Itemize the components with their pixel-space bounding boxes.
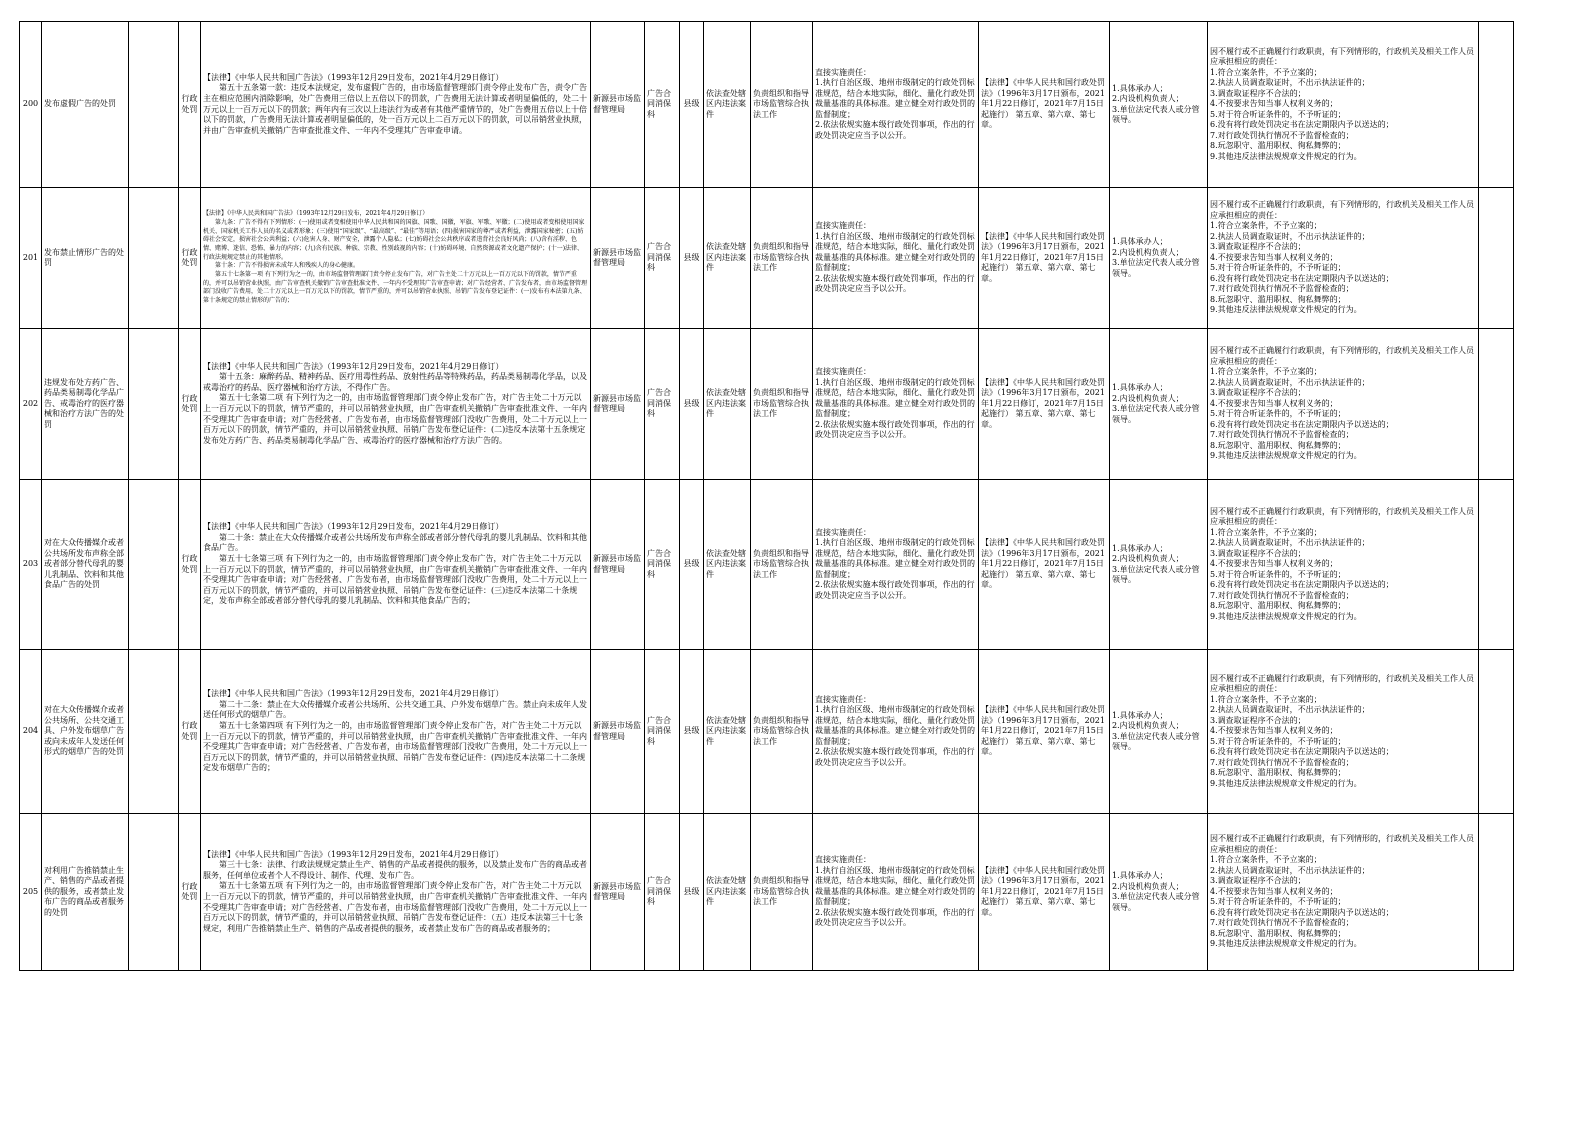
office: 广告合同消保科 — [647, 242, 671, 273]
law-cell — [979, 188, 1110, 329]
legal-basis-line: 第十条：广告不得损害未成年人和残疾人的身心健康。 — [215, 262, 360, 270]
legal-basis-line: 第十五条：麻醉药品、精神药品、医疗用毒性药品、放射性药品等特殊药品，药品类易制毒化学品，以及戒毒治疗的药品、医疗器械和治疗方法，不得作广告。 — [203, 372, 587, 392]
sub-item-cell — [129, 22, 179, 188]
responsibility-line: 2.依法依规实施本级行政处罚事项，作出的行政处罚决定应当予以公开。 — [815, 907, 975, 928]
accountability-line: 8.玩忽职守、滥用职权、徇私舞弊的； — [1210, 928, 1346, 938]
responsibility-line: 1.执行自治区级、地州市级制定的行政处罚标准规范，结合本地实际，细化、量化行政处罚裁量基准的具体标准。建立健全对行政处罚的监督制度； — [815, 78, 975, 119]
department-cell — [591, 22, 645, 188]
office: 广告合同消保科 — [647, 88, 671, 119]
accountability-line: 2.执法人员调查取证时，不出示执法证件的； — [1210, 377, 1370, 387]
office: 广告合同消保科 — [647, 388, 671, 419]
item-number-cell — [20, 814, 42, 971]
accountability-line: 5.对于符合听证条件的，不予听证的； — [1210, 569, 1346, 579]
sub-item-cell — [129, 480, 179, 650]
accountability-line: 1.符合立案条件，不予立案的； — [1210, 694, 1322, 704]
item-number: 200 — [22, 99, 39, 109]
power-type-cell — [179, 480, 201, 650]
responsibility-line: 1.执行自治区级、地州市级制定的行政处罚标准规范，结合本地实际，细化、量化行政处罚裁量基准的具体标准。建立健全对行政处罚的监督制度； — [815, 377, 975, 419]
department-cell — [591, 480, 645, 650]
office: 广告合同消保科 — [647, 876, 671, 907]
accountability-line: 因不履行或不正确履行行政职责，有下列情形的，行政机关及相关工作人员应承担相应的责任： — [1210, 346, 1474, 366]
subject-line: 1.具体承办人； — [1112, 83, 1168, 93]
item-name-cell — [42, 22, 129, 188]
item-name: 发布虚假广告的处罚 — [44, 99, 116, 109]
level-cell — [680, 814, 704, 971]
responsibility-line: 直接实施责任： — [815, 855, 871, 865]
accountability-line: 2.执法人员调查取证时，不出示执法证件的； — [1210, 705, 1370, 715]
legal-basis-line: 第二十二条：禁止在大众传播媒介或者公共场所、公共交通工具、户外发布烟草广告。禁止向未成年人发送任何形式的烟草广告。 — [203, 699, 587, 720]
office-cell — [645, 188, 680, 329]
department: 新源县市场监督管理局 — [593, 94, 641, 114]
law-cell — [979, 329, 1110, 480]
level: 县级 — [683, 252, 700, 262]
accountability-line: 6.没有将行政处罚决定书在法定期限内予以送达的； — [1210, 120, 1394, 130]
scope-cell — [704, 650, 751, 814]
legal-basis-line: 【法律】《中华人民共和国广告法》（1993年12月29日发布，2021年4月29日修订） — [203, 849, 504, 859]
accountability-line: 9.其他违反法律法规规章文件规定的行为。 — [1210, 778, 1362, 788]
legal-basis-cell — [201, 650, 591, 814]
table-row — [20, 650, 1514, 814]
accountability-line: 5.对于符合听证条件的，不予听证的； — [1210, 736, 1346, 746]
power-list-table — [19, 21, 1514, 971]
accountability-line: 7.对行政处罚执行情况不予监督检查的； — [1210, 430, 1354, 440]
item-number: 203 — [22, 559, 39, 569]
accountability-line: 6.没有将行政处罚决定书在法定期限内予以送达的； — [1210, 273, 1394, 283]
subject-cell — [1110, 22, 1208, 188]
accountability-line: 2.执法人员调查取证时，不出示执法证件的； — [1210, 231, 1370, 241]
office: 广告合同消保科 — [647, 715, 671, 746]
legal-basis-cell — [201, 480, 591, 650]
level: 县级 — [683, 726, 700, 736]
sub-item-cell — [129, 814, 179, 971]
subject-line: 2.内设机构负责人； — [1112, 721, 1184, 730]
accountability-line: 7.对行政处罚执行情况不予监督检查的； — [1210, 590, 1354, 600]
accountability-cell — [1208, 650, 1479, 814]
scope-cell — [704, 22, 751, 188]
legal-basis-line: 【法律】《中华人民共和国广告法》（1993年12月29日发布，2021年4月29日修订） — [203, 210, 429, 218]
subject-line: 3.单位法定代表人或分管领导。 — [1112, 731, 1200, 751]
legal-basis-cell — [201, 22, 591, 188]
responsibility-line: 直接实施责任： — [815, 67, 871, 77]
accountability-line: 9.其他违反法律法规规章文件规定的行为。 — [1210, 305, 1362, 315]
level-cell — [680, 650, 704, 814]
law-cell — [979, 480, 1110, 650]
legal-basis-line: 第二十条：禁止在大众传播媒介或者公共场所发布声称全部或者部分替代母乳的婴儿乳制品、饮料和其他食品广告。 — [203, 532, 587, 553]
accountability-line: 6.没有将行政处罚决定书在法定期限内予以送达的； — [1210, 580, 1394, 590]
subject-cell — [1110, 188, 1208, 329]
accountability-line: 4.不按要求告知当事人权利义务的； — [1210, 886, 1338, 896]
power-type: 行政处罚 — [181, 94, 198, 114]
item-number: 205 — [22, 886, 39, 896]
duty-cell — [751, 480, 813, 650]
accountability-line: 1.符合立案条件，不予立案的； — [1210, 367, 1322, 377]
level: 县级 — [683, 559, 700, 569]
subject-line: 1.具体承办人； — [1112, 383, 1168, 392]
accountability-line: 4.不按要求告知当事人权利义务的； — [1210, 398, 1338, 408]
item-number: 204 — [22, 726, 39, 736]
item-number-cell — [20, 22, 42, 188]
responsibility-line: 直接实施责任： — [815, 221, 871, 231]
level-cell — [680, 480, 704, 650]
subject-line: 3.单位法定代表人或分管领导。 — [1112, 104, 1200, 124]
table-row — [20, 329, 1514, 480]
responsibility-line: 1.执行自治区级、地州市级制定的行政处罚标准规范，结合本地实际，细化、量化行政处罚裁量基准的具体标准。建立健全对行政处罚的监督制度； — [815, 865, 975, 907]
accountability-line: 6.没有将行政处罚决定书在法定期限内予以送达的； — [1210, 747, 1394, 757]
scope: 依法查处辖区内违法案件 — [706, 388, 746, 419]
responsibility-cell — [813, 814, 979, 971]
legal-basis-cell — [201, 188, 591, 329]
legal-basis-cell — [201, 329, 591, 480]
accountability-cell — [1208, 814, 1479, 971]
department: 新源县市场监督管理局 — [593, 721, 641, 741]
responsibility-line: 1.执行自治区级、地州市级制定的行政处罚标准规范，结合本地实际，细化、量化行政处罚裁量基准的具体标准。建立健全对行政处罚的监督制度； — [815, 231, 975, 273]
subject-line: 1.具体承办人； — [1112, 710, 1168, 720]
item-name: 发布禁止情形广告的处罚 — [44, 247, 124, 267]
subject-line: 3.单位法定代表人或分管领导。 — [1112, 258, 1200, 278]
table-row — [20, 814, 1514, 971]
duty: 负责组织和指导市场监管综合执法工作 — [753, 388, 809, 419]
item-name-cell — [42, 650, 129, 814]
item-number-cell — [20, 480, 42, 650]
accountability-line: 8.玩忽职守、滥用职权、徇私舞弊的； — [1210, 768, 1346, 778]
responsibility-cell — [813, 22, 979, 188]
accountability-line: 3.调查取证程序不合法的； — [1210, 548, 1306, 558]
item-name: 违规发布处方药广告、药品类易制毒化学品广告、戒毒治疗的医疗器械和治疗方法广告的处罚 — [44, 377, 124, 429]
legal-basis-line: 第五十七条第四项 有下列行为之一的，由市场监督管理部门责令停止发布广告，对广告主处二十万元以上一百万元以下的罚款，情节严重的，并可以吊销营业执照，由广告审查机关撤销广告审查批准文件、一年内不受理其广告审查申请；对广告经营者、广告发布者，由市场监督管理部门没收广告费用，处二十万元以上一百万元以下的罚款，情节严重的，并可以吊销营业执照、吊销广告发布登记证件：(四)违反本法第二十二条规定发布烟草广告的； — [203, 720, 587, 773]
accountability-line: 4.不按要求告知当事人权利义务的； — [1210, 559, 1338, 569]
law-line: 【法律】《中华人民共和国行政处罚法》（1996年3月17日颁布，2021年1月22日修订，2021年7月15日起施行） 第五章、第六章、第七章。 — [981, 78, 1105, 130]
note-cell — [1479, 188, 1514, 329]
department: 新源县市场监督管理局 — [593, 247, 641, 267]
sub-item-cell — [129, 329, 179, 480]
power-type: 行政处罚 — [181, 247, 198, 267]
accountability-line: 7.对行政处罚执行情况不予监督检查的； — [1210, 130, 1354, 140]
law-line: 【法律】《中华人民共和国行政处罚法》（1996年3月17日颁布，2021年1月22日修订，2021年7月15日起施行） 第五章、第六章、第七章。 — [981, 705, 1105, 757]
item-number: 202 — [22, 398, 39, 408]
accountability-line: 4.不按要求告知当事人权利义务的； — [1210, 99, 1338, 109]
subject-line: 1.具体承办人； — [1112, 543, 1168, 553]
responsibility-line: 2.依法依规实施本级行政处罚事项，作出的行政处罚决定应当予以公开。 — [815, 273, 975, 294]
accountability-cell — [1208, 22, 1479, 188]
office-cell — [645, 650, 680, 814]
power-type-cell — [179, 188, 201, 329]
power-type-cell — [179, 650, 201, 814]
law-line: 【法律】《中华人民共和国行政处罚法》（1996年3月17日颁布，2021年1月22日修订，2021年7月15日起施行） 第五章、第六章、第七章。 — [981, 377, 1105, 429]
duty: 负责组织和指导市场监管综合执法工作 — [753, 88, 809, 119]
accountability-line: 3.调查取证程序不合法的； — [1210, 242, 1306, 252]
legal-basis-line: 【法律】《中华人民共和国广告法》（1993年12月29日发布，2021年4月29日修订） — [203, 689, 504, 699]
table-row — [20, 22, 1514, 188]
duty-cell — [751, 814, 813, 971]
office-cell — [645, 22, 680, 188]
legal-basis-line: 第五十七条第一项 有下列行为之一的，由市场监督管理部门责令停止发布广告，对广告主处二十万元以上一百万元以下的罚款，情节严重的，并可以吊销营业执照，由广告审查机关撤销广告审查批准文件、一年内不受理其广告审查申请；对广告经营者、广告发布者，由市场监督管理部门没收广告费用，处二十万元以上一百万元以下的罚款，情节严重的，并可以吊销营业执照、吊销广告发布登记证件：(一)发布有本法第九条、第十条规定的禁止情形的广告的； — [203, 271, 588, 305]
accountability-line: 因不履行或不正确履行行政职责，有下列情形的，行政机关及相关工作人员应承担相应的责任： — [1210, 673, 1474, 694]
subject-line: 2.内设机构负责人； — [1112, 554, 1184, 563]
legal-basis-line: 第三十七条：法律、行政法规规定禁止生产、销售的产品或者提供的服务，以及禁止发布广告的商品或者服务，任何单位或者个人不得设计、制作、代理、发布广告。 — [203, 860, 587, 880]
item-name-cell — [42, 814, 129, 971]
item-number-cell — [20, 188, 42, 329]
power-type-cell — [179, 329, 201, 480]
item-number-cell — [20, 329, 42, 480]
accountability-line: 1.符合立案条件，不予立案的； — [1210, 855, 1322, 865]
accountability-line: 9.其他违反法律法规规章文件规定的行为。 — [1210, 451, 1362, 461]
subject-cell — [1110, 814, 1208, 971]
table-row — [20, 188, 1514, 329]
accountability-line: 8.玩忽职守、滥用职权、徇私舞弊的； — [1210, 440, 1346, 450]
responsibility-cell — [813, 329, 979, 480]
note-cell — [1479, 650, 1514, 814]
department: 新源县市场监督管理局 — [593, 393, 641, 413]
legal-basis-line: 【法律】《中华人民共和国广告法》（1993年12月29日发布，2021年4月29日修订） — [203, 361, 504, 371]
legal-basis-line: 第五十五条第一款：违反本法规定，发布虚假广告的，由市场监督管理部门责令停止发布广告，责令广告主在相应范围内消除影响，处广告费用三倍以上五倍以下的罚款，广告费用无法计算或者明显偏低的，处二十万元以上一百万元以下的罚款；两年内有三次以上违法行为或者有其他严重情节的，处广告费用五倍以上十倍以下的罚款，广告费用无法计算或者明显偏低的，处一百万元以上二百万元以下的罚款，可以吊销营业执照，并由广告审查机关撤销广告审查批准文件、一年内不受理其广告审查申请。 — [203, 83, 587, 135]
department: 新源县市场监督管理局 — [593, 881, 641, 901]
department-cell — [591, 188, 645, 329]
subject-line: 3.单位法定代表人或分管领导。 — [1112, 892, 1200, 912]
office-cell — [645, 814, 680, 971]
accountability-line: 3.调查取证程序不合法的； — [1210, 88, 1306, 98]
accountability-line: 因不履行或不正确履行行政职责，有下列情形的，行政机关及相关工作人员应承担相应的责任： — [1210, 834, 1474, 854]
responsibility-line: 2.依法依规实施本级行政处罚事项，作出的行政处罚决定应当予以公开。 — [815, 419, 975, 440]
sub-item-cell — [129, 188, 179, 329]
scope: 依法查处辖区内违法案件 — [706, 876, 746, 907]
accountability-line: 3.调查取证程序不合法的； — [1210, 876, 1306, 886]
accountability-line: 5.对于符合听证条件的，不予听证的； — [1210, 109, 1346, 119]
accountability-line: 3.调查取证程序不合法的； — [1210, 715, 1306, 725]
accountability-cell — [1208, 480, 1479, 650]
accountability-line: 9.其他违反法律法规规章文件规定的行为。 — [1210, 611, 1362, 621]
legal-basis-line: 第五十七条第二项 有下列行为之一的，由市场监督管理部门责令停止发布广告，对广告主处二十万元以上一百万元以下的罚款，情节严重的，并可以吊销营业执照，由广告审查机关撤销广告审查批准文件、一年内不受理其广告审查申请；对广告经营者、广告发布者，由市场监督管理部门没收广告费用，处二十万元以上一百万元以下的罚款，情节严重的，并可以吊销营业执照、吊销广告发布登记证件：(二)违反本法第十五条规定发布处方药广告、药品类易制毒化学品广告、戒毒治疗的医疗器械和治疗方法广告的。 — [203, 393, 587, 445]
level-cell — [680, 188, 704, 329]
accountability-line: 2.执法人员调查取证时，不出示执法证件的； — [1210, 865, 1370, 875]
legal-basis-line: 第九条：广告不得有下列情形：(一)使用或者变相使用中华人民共和国的国旗、国歌、国徽，军旗、军歌、军徽；(二)使用或者变相使用国家机关、国家机关工作人员的名义或者形象；(三)使用“国家级”、“最高级”、“最佳”等用语；(四)损害国家的尊严或者利益，泄露国家秘密；(五)妨碍社会安定，损害社会公共利益；(六)危害人身、财产安全，泄露个人隐私；(七)妨碍社会公共秩序或者违背社会良好风尚；(八)含有淫秽、色情、赌博、迷信、恐怖、暴力的内容；(九)含有民族、种族、宗教、性别歧视的内容；(十)妨碍环境、自然资源或者文化遗产保护；(十一)法律、行政法规规定禁止的其他情形。 — [203, 218, 585, 261]
responsibility-line: 直接实施责任： — [815, 694, 871, 704]
duty-cell — [751, 650, 813, 814]
law-cell — [979, 22, 1110, 188]
law-line: 【法律】《中华人民共和国行政处罚法》（1996年3月17日颁布，2021年1月22日修订，2021年7月15日起施行） 第五章、第六章、第七章。 — [981, 231, 1105, 283]
legal-basis-line: 第五十七条第五项 有下列行为之一的，由市场监督管理部门责令停止发布广告，对广告主处二十万元以上一百万元以下的罚款，情节严重的，并可以吊销营业执照，由广告审查机关撤销广告审查批准文件、一年内不受理其广告审查申请；对广告经营者、广告发布者，由市场监督管理部门没收广告费用，处二十万元以上一百万元以下的罚款，情节严重的，并可以吊销营业执照、吊销广告发布登记证件：（五）违反本法第三十七条规定，利用广告推销禁止生产、销售的产品或者提供的服务，或者禁止发布广告的商品或者服务的； — [203, 881, 587, 933]
subject-line: 2.内设机构负责人； — [1112, 247, 1184, 257]
note-cell — [1479, 22, 1514, 188]
table-row — [20, 480, 1514, 650]
accountability-line: 8.玩忽职守、滥用职权、徇私舞弊的； — [1210, 294, 1346, 304]
subject-cell — [1110, 480, 1208, 650]
accountability-line: 因不履行或不正确履行行政职责，有下列情形的，行政机关及相关工作人员应承担相应的责任： — [1210, 506, 1474, 527]
office: 广告合同消保科 — [647, 548, 671, 579]
note-cell — [1479, 329, 1514, 480]
responsibility-line: 1.执行自治区级、地州市级制定的行政处罚标准规范，结合本地实际，细化、量化行政处罚裁量基准的具体标准。建立健全对行政处罚的监督制度； — [815, 705, 975, 746]
item-number-cell — [20, 650, 42, 814]
accountability-line: 因不履行或不正确履行行政职责，有下列情形的，行政机关及相关工作人员应承担相应的责任： — [1210, 46, 1474, 67]
responsibility-line: 直接实施责任： — [815, 367, 871, 377]
item-name-cell — [42, 480, 129, 650]
table-body — [20, 22, 1514, 971]
accountability-line: 1.符合立案条件，不予立案的； — [1210, 527, 1322, 537]
level: 县级 — [683, 886, 700, 896]
accountability-line: 2.执法人员调查取证时，不出示执法证件的； — [1210, 538, 1370, 548]
accountability-line: 8.玩忽职守、滥用职权、徇私舞弊的； — [1210, 141, 1346, 151]
department-cell — [591, 650, 645, 814]
accountability-line: 9.其他违反法律法规规章文件规定的行为。 — [1210, 151, 1362, 161]
office-cell — [645, 329, 680, 480]
responsibility-line: 1.执行自治区级、地州市级制定的行政处罚标准规范，结合本地实际，细化、量化行政处罚裁量基准的具体标准。建立健全对行政处罚的监督制度； — [815, 538, 975, 579]
scope: 依法查处辖区内违法案件 — [706, 242, 746, 273]
law-cell — [979, 814, 1110, 971]
accountability-line: 因不履行或不正确履行行政职责，有下列情形的，行政机关及相关工作人员应承担相应的责任： — [1210, 200, 1474, 220]
accountability-line: 2.执法人员调查取证时，不出示执法证件的； — [1210, 78, 1370, 88]
accountability-line: 5.对于符合听证条件的，不予听证的； — [1210, 897, 1346, 907]
subject-line: 1.具体承办人； — [1112, 871, 1168, 880]
item-name: 对在大众传播媒介或者公共场所、公共交通工具、户外发布烟草广告或向未成年人发送任何形式的烟草广告的处罚 — [44, 705, 124, 757]
responsibility-cell — [813, 650, 979, 814]
legal-basis-cell — [201, 814, 591, 971]
power-type: 行政处罚 — [181, 554, 198, 574]
office-cell — [645, 480, 680, 650]
subject-line: 3.单位法定代表人或分管领导。 — [1112, 404, 1200, 424]
accountability-line: 8.玩忽职守、滥用职权、徇私舞弊的； — [1210, 601, 1346, 611]
level: 县级 — [683, 398, 700, 408]
department-cell — [591, 329, 645, 480]
legal-basis-line: 第五十七条第三项 有下列行为之一的，由市场监督管理部门责令停止发布广告，对广告主处二十万元以上一百万元以下的罚款，情节严重的，并可以吊销营业执照，由广告审查机关撤销广告审查批准文件、一年内不受理其广告审查申请；对广告经营者、广告发布者，由市场监督管理部门没收广告费用，处二十万元以上一百万元以下的罚款，情节严重的，并可以吊销营业执照、吊销广告发布登记证件：(三)违反本法第二十条规定，发布声称全部或者部分替代母乳的婴儿乳制品、饮料和其他食品广告的； — [203, 553, 587, 606]
responsibility-line: 直接实施责任： — [815, 527, 871, 537]
legal-basis-line: 【法律】《中华人民共和国广告法》（1993年12月29日发布，2021年4月29日修订） — [203, 72, 504, 82]
accountability-line: 4.不按要求告知当事人权利义务的； — [1210, 726, 1338, 736]
accountability-line: 5.对于符合听证条件的，不予听证的； — [1210, 409, 1346, 419]
duty-cell — [751, 188, 813, 329]
duty-cell — [751, 22, 813, 188]
item-number: 201 — [22, 252, 39, 262]
accountability-line: 7.对行政处罚执行情况不予监督检查的； — [1210, 757, 1354, 767]
law-line: 【法律】《中华人民共和国行政处罚法》（1996年3月17日颁布，2021年1月22日修订，2021年7月15日起施行） 第五章、第六章、第七章。 — [981, 865, 1105, 917]
department-cell — [591, 814, 645, 971]
note-cell — [1479, 480, 1514, 650]
power-type: 行政处罚 — [181, 881, 198, 901]
power-type: 行政处罚 — [181, 393, 198, 413]
subject-line: 2.内设机构负责人； — [1112, 393, 1184, 403]
power-type-cell — [179, 814, 201, 971]
subject-line: 1.具体承办人； — [1112, 237, 1168, 246]
law-line: 【法律】《中华人民共和国行政处罚法》（1996年3月17日颁布，2021年1月22日修订，2021年7月15日起施行） 第五章、第六章、第七章。 — [981, 538, 1105, 590]
accountability-line: 1.符合立案条件，不予立案的； — [1210, 67, 1322, 77]
accountability-line: 5.对于符合听证条件的，不予听证的； — [1210, 263, 1346, 273]
duty: 负责组织和指导市场监管综合执法工作 — [753, 715, 809, 746]
scope: 依法查处辖区内违法案件 — [706, 548, 746, 579]
scope-cell — [704, 814, 751, 971]
scope: 依法查处辖区内违法案件 — [706, 715, 746, 746]
scope: 依法查处辖区内违法案件 — [706, 88, 746, 119]
accountability-line: 4.不按要求告知当事人权利义务的； — [1210, 252, 1338, 262]
level: 县级 — [683, 99, 700, 109]
responsibility-cell — [813, 188, 979, 329]
item-name: 对利用广告推销禁止生产、销售的产品或者提供的服务，或者禁止发布广告的商品或者服务的处罚 — [44, 865, 124, 917]
duty-cell — [751, 329, 813, 480]
department: 新源县市场监督管理局 — [593, 554, 641, 574]
duty: 负责组织和指导市场监管综合执法工作 — [753, 548, 809, 579]
legal-basis-line: 【法律】《中华人民共和国广告法》（1993年12月29日发布，2021年4月29日修订） — [203, 522, 504, 532]
accountability-cell — [1208, 188, 1479, 329]
item-name-cell — [42, 329, 129, 480]
law-cell — [979, 650, 1110, 814]
subject-line: 2.内设机构负责人； — [1112, 94, 1184, 103]
accountability-line: 9.其他违反法律法规规章文件规定的行为。 — [1210, 939, 1362, 949]
responsibility-cell — [813, 480, 979, 650]
duty: 负责组织和指导市场监管综合执法工作 — [753, 876, 809, 907]
scope-cell — [704, 188, 751, 329]
item-name-cell — [42, 188, 129, 329]
subject-line: 3.单位法定代表人或分管领导。 — [1112, 564, 1200, 584]
accountability-cell — [1208, 329, 1479, 480]
note-cell — [1479, 814, 1514, 971]
accountability-line: 6.没有将行政处罚决定书在法定期限内予以送达的； — [1210, 907, 1394, 917]
accountability-line: 3.调查取证程序不合法的； — [1210, 388, 1306, 398]
level-cell — [680, 22, 704, 188]
accountability-line: 7.对行政处罚执行情况不予监督检查的； — [1210, 284, 1354, 294]
subject-cell — [1110, 329, 1208, 480]
duty: 负责组织和指导市场监管综合执法工作 — [753, 242, 809, 273]
subject-line: 2.内设机构负责人； — [1112, 881, 1184, 891]
responsibility-line: 2.依法依规实施本级行政处罚事项，作出的行政处罚决定应当予以公开。 — [815, 747, 975, 767]
accountability-line: 6.没有将行政处罚决定书在法定期限内予以送达的； — [1210, 419, 1394, 429]
accountability-line: 7.对行政处罚执行情况不予监督检查的； — [1210, 918, 1354, 928]
scope-cell — [704, 329, 751, 480]
responsibility-line: 2.依法依规实施本级行政处罚事项，作出的行政处罚决定应当予以公开。 — [815, 580, 975, 600]
subject-cell — [1110, 650, 1208, 814]
sub-item-cell — [129, 650, 179, 814]
responsibility-line: 2.依法依规实施本级行政处罚事项，作出的行政处罚决定应当予以公开。 — [815, 120, 975, 140]
power-type-cell — [179, 22, 201, 188]
power-type: 行政处罚 — [181, 721, 198, 741]
accountability-line: 1.符合立案条件，不予立案的； — [1210, 221, 1322, 231]
item-name: 对在大众传播媒介或者公共场所发布声称全部或者部分替代母乳的婴儿乳制品、饮料和其他食品广告的处罚 — [44, 538, 124, 590]
level-cell — [680, 329, 704, 480]
scope-cell — [704, 480, 751, 650]
